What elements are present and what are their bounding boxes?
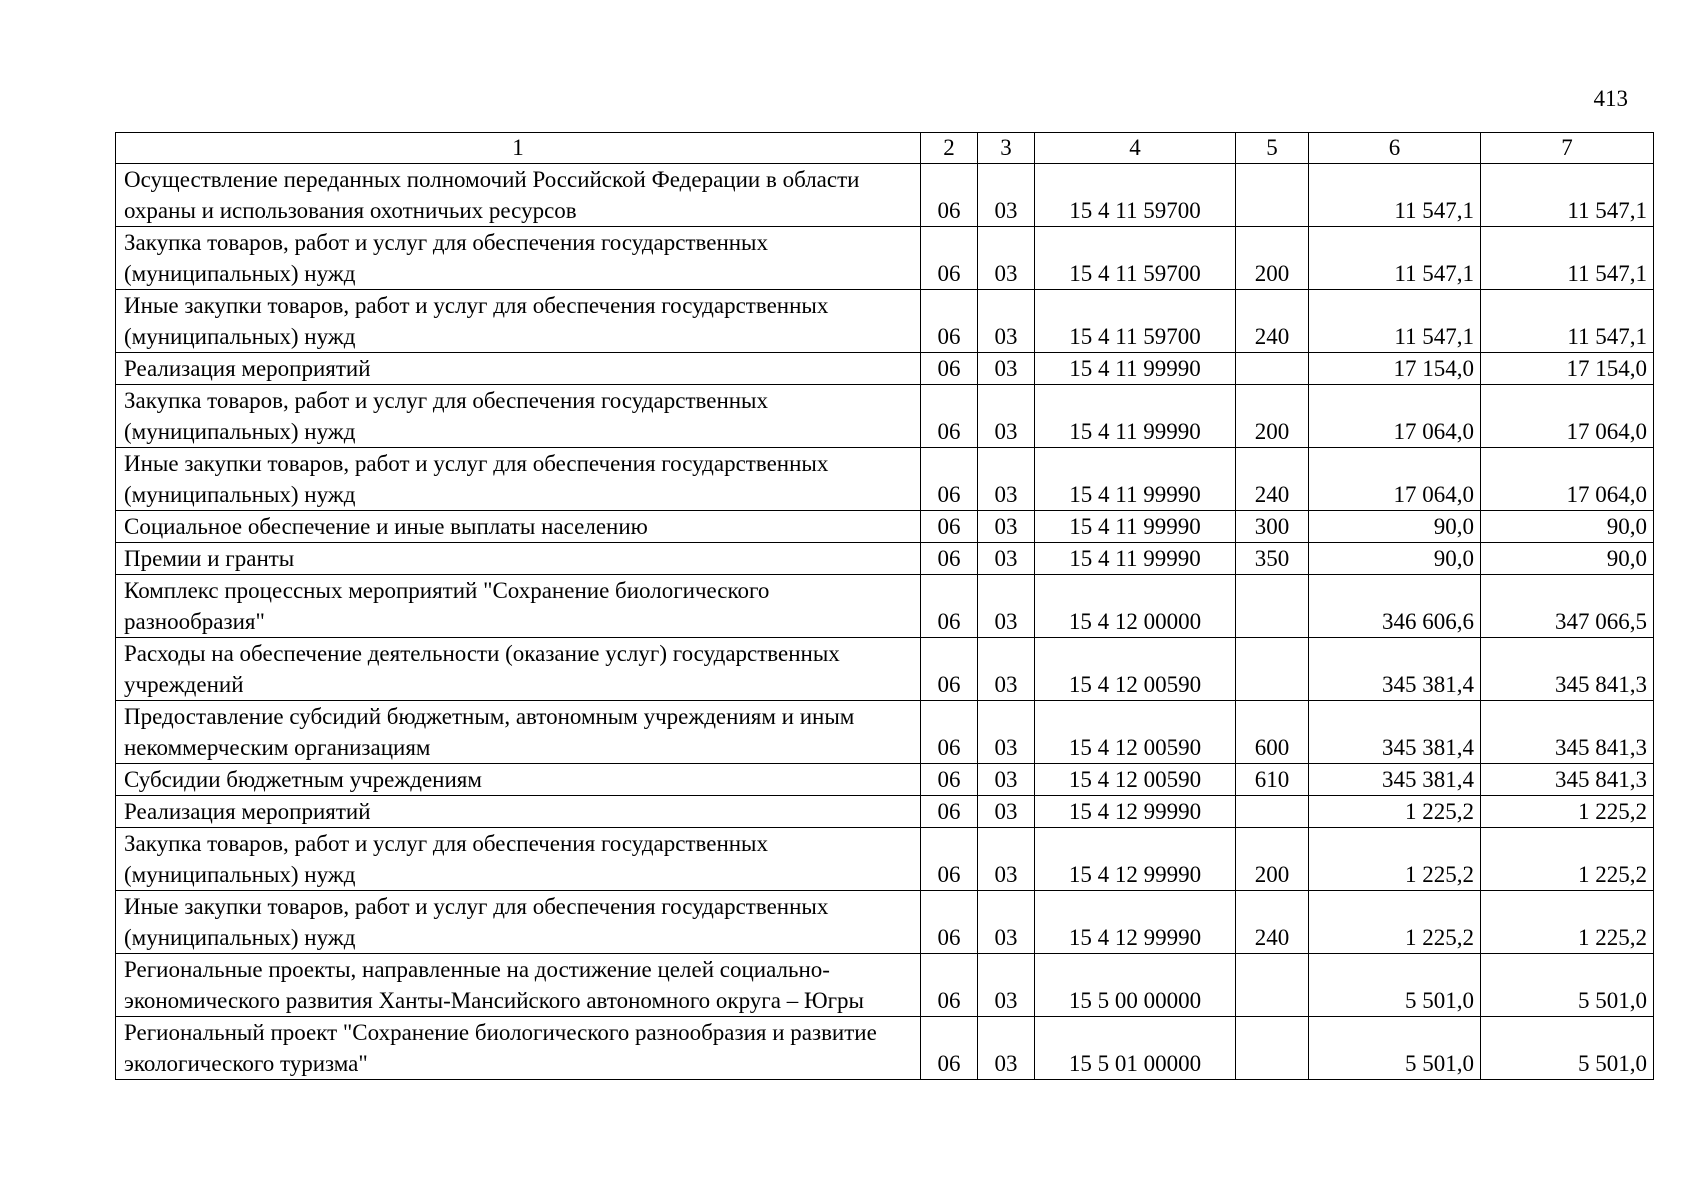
row-name: Закупка товаров, работ и услуг для обеспечения государственных (муниципальных) нужд bbox=[116, 385, 921, 448]
amount-col-7: 1 225,2 bbox=[1481, 828, 1654, 891]
article-code: 15 4 12 99990 bbox=[1035, 891, 1236, 954]
table-header bbox=[116, 133, 1654, 164]
header-cell-4: 4 bbox=[1035, 133, 1236, 164]
header-cell-1: 1 bbox=[116, 133, 921, 164]
expense-type-code: 300 bbox=[1236, 511, 1309, 543]
expense-type-code: 200 bbox=[1236, 385, 1309, 448]
expense-type-code: 610 bbox=[1236, 764, 1309, 796]
subsection-code: 03 bbox=[978, 828, 1035, 891]
expense-type-code: 240 bbox=[1236, 448, 1309, 511]
amount-col-7: 11 547,1 bbox=[1481, 290, 1654, 353]
subsection-code: 03 bbox=[978, 796, 1035, 828]
section-code: 06 bbox=[921, 828, 978, 891]
table-row bbox=[116, 891, 1654, 954]
amount-col-7: 5 501,0 bbox=[1481, 954, 1654, 1017]
row-name: Расходы на обеспечение деятельности (оказание услуг) государственных учреждений bbox=[116, 638, 921, 701]
section-code: 06 bbox=[921, 764, 978, 796]
section-code: 06 bbox=[921, 575, 978, 638]
header-cell-7: 7 bbox=[1481, 133, 1654, 164]
article-code: 15 4 12 00590 bbox=[1035, 701, 1236, 764]
amount-col-6: 90,0 bbox=[1309, 543, 1481, 575]
row-name: Осуществление переданных полномочий Российской Федерации в области охраны и использования охотничьих ресурсов bbox=[116, 164, 921, 227]
subsection-code: 03 bbox=[978, 227, 1035, 290]
amount-col-6: 345 381,4 bbox=[1309, 764, 1481, 796]
expense-type-code bbox=[1236, 164, 1309, 227]
section-code: 06 bbox=[921, 353, 978, 385]
article-code: 15 4 11 59700 bbox=[1035, 227, 1236, 290]
amount-col-6: 17 154,0 bbox=[1309, 353, 1481, 385]
page-number: 413 bbox=[1593, 86, 1628, 111]
amount-col-6: 1 225,2 bbox=[1309, 891, 1481, 954]
subsection-code: 03 bbox=[978, 638, 1035, 701]
amount-col-6: 345 381,4 bbox=[1309, 638, 1481, 701]
article-code: 15 4 11 99990 bbox=[1035, 543, 1236, 575]
table-row bbox=[116, 701, 1654, 764]
table-row bbox=[116, 764, 1654, 796]
amount-col-7: 345 841,3 bbox=[1481, 638, 1654, 701]
section-code: 06 bbox=[921, 511, 978, 543]
header-cell-5: 5 bbox=[1236, 133, 1309, 164]
expense-type-code bbox=[1236, 1017, 1309, 1080]
amount-col-7: 17 064,0 bbox=[1481, 385, 1654, 448]
expense-type-code bbox=[1236, 638, 1309, 701]
subsection-code: 03 bbox=[978, 764, 1035, 796]
article-code: 15 4 11 99990 bbox=[1035, 448, 1236, 511]
subsection-code: 03 bbox=[978, 290, 1035, 353]
expense-type-code: 200 bbox=[1236, 828, 1309, 891]
article-code: 15 4 11 59700 bbox=[1035, 164, 1236, 227]
budget-table bbox=[115, 132, 1654, 1080]
article-code: 15 5 01 00000 bbox=[1035, 1017, 1236, 1080]
expense-type-code: 240 bbox=[1236, 290, 1309, 353]
row-name: Региональный проект "Сохранение биологического разнообразия и развитие экологического туризма" bbox=[116, 1017, 921, 1080]
article-code: 15 5 00 00000 bbox=[1035, 954, 1236, 1017]
article-code: 15 4 12 00590 bbox=[1035, 764, 1236, 796]
subsection-code: 03 bbox=[978, 543, 1035, 575]
subsection-code: 03 bbox=[978, 701, 1035, 764]
row-name: Реализация мероприятий bbox=[116, 353, 921, 385]
article-code: 15 4 11 99990 bbox=[1035, 385, 1236, 448]
amount-col-7: 347 066,5 bbox=[1481, 575, 1654, 638]
row-name: Социальное обеспечение и иные выплаты населению bbox=[116, 511, 921, 543]
section-code: 06 bbox=[921, 164, 978, 227]
subsection-code: 03 bbox=[978, 1017, 1035, 1080]
table-row bbox=[116, 796, 1654, 828]
amount-col-7: 11 547,1 bbox=[1481, 227, 1654, 290]
amount-col-7: 17 064,0 bbox=[1481, 448, 1654, 511]
expense-type-code: 240 bbox=[1236, 891, 1309, 954]
amount-col-7: 345 841,3 bbox=[1481, 764, 1654, 796]
amount-col-7: 1 225,2 bbox=[1481, 891, 1654, 954]
amount-col-6: 17 064,0 bbox=[1309, 448, 1481, 511]
article-code: 15 4 11 99990 bbox=[1035, 353, 1236, 385]
expense-type-code bbox=[1236, 796, 1309, 828]
section-code: 06 bbox=[921, 796, 978, 828]
amount-col-6: 11 547,1 bbox=[1309, 227, 1481, 290]
subsection-code: 03 bbox=[978, 954, 1035, 1017]
amount-col-6: 17 064,0 bbox=[1309, 385, 1481, 448]
header-cell-2: 2 bbox=[921, 133, 978, 164]
section-code: 06 bbox=[921, 701, 978, 764]
header-row bbox=[116, 133, 1654, 164]
section-code: 06 bbox=[921, 385, 978, 448]
article-code: 15 4 11 59700 bbox=[1035, 290, 1236, 353]
subsection-code: 03 bbox=[978, 891, 1035, 954]
subsection-code: 03 bbox=[978, 353, 1035, 385]
row-name: Региональные проекты, направленные на достижение целей социально-экономического развития Ханты-Мансийского автономного округа – Югры bbox=[116, 954, 921, 1017]
amount-col-7: 1 225,2 bbox=[1481, 796, 1654, 828]
subsection-code: 03 bbox=[978, 164, 1035, 227]
amount-col-6: 90,0 bbox=[1309, 511, 1481, 543]
article-code: 15 4 12 00590 bbox=[1035, 638, 1236, 701]
header-cell-3: 3 bbox=[978, 133, 1035, 164]
row-name: Иные закупки товаров, работ и услуг для обеспечения государственных (муниципальных) нужд bbox=[116, 448, 921, 511]
expense-type-code: 600 bbox=[1236, 701, 1309, 764]
table-body bbox=[116, 164, 1654, 1080]
row-name: Премии и гранты bbox=[116, 543, 921, 575]
table-row bbox=[116, 511, 1654, 543]
table-row bbox=[116, 543, 1654, 575]
table-row bbox=[116, 290, 1654, 353]
subsection-code: 03 bbox=[978, 575, 1035, 638]
amount-col-6: 345 381,4 bbox=[1309, 701, 1481, 764]
amount-col-6: 1 225,2 bbox=[1309, 796, 1481, 828]
article-code: 15 4 12 99990 bbox=[1035, 796, 1236, 828]
amount-col-6: 5 501,0 bbox=[1309, 1017, 1481, 1080]
table-row bbox=[116, 353, 1654, 385]
amount-col-6: 346 606,6 bbox=[1309, 575, 1481, 638]
row-name: Иные закупки товаров, работ и услуг для обеспечения государственных (муниципальных) нужд bbox=[116, 891, 921, 954]
table-row bbox=[116, 575, 1654, 638]
row-name: Реализация мероприятий bbox=[116, 796, 921, 828]
amount-col-6: 11 547,1 bbox=[1309, 164, 1481, 227]
expense-type-code bbox=[1236, 353, 1309, 385]
article-code: 15 4 12 00000 bbox=[1035, 575, 1236, 638]
amount-col-7: 345 841,3 bbox=[1481, 701, 1654, 764]
expense-type-code bbox=[1236, 575, 1309, 638]
row-name: Субсидии бюджетным учреждениям bbox=[116, 764, 921, 796]
header-cell-6: 6 bbox=[1309, 133, 1481, 164]
row-name: Предоставление субсидий бюджетным, автономным учреждениям и иным некоммерческим организациям bbox=[116, 701, 921, 764]
table-row bbox=[116, 954, 1654, 1017]
section-code: 06 bbox=[921, 543, 978, 575]
article-code: 15 4 11 99990 bbox=[1035, 511, 1236, 543]
table-row bbox=[116, 448, 1654, 511]
amount-col-6: 11 547,1 bbox=[1309, 290, 1481, 353]
table-row bbox=[116, 164, 1654, 227]
table-row bbox=[116, 385, 1654, 448]
section-code: 06 bbox=[921, 638, 978, 701]
amount-col-6: 1 225,2 bbox=[1309, 828, 1481, 891]
amount-col-7: 90,0 bbox=[1481, 511, 1654, 543]
amount-col-6: 5 501,0 bbox=[1309, 954, 1481, 1017]
row-name: Иные закупки товаров, работ и услуг для обеспечения государственных (муниципальных) нужд bbox=[116, 290, 921, 353]
table-row bbox=[116, 828, 1654, 891]
section-code: 06 bbox=[921, 448, 978, 511]
table-row bbox=[116, 227, 1654, 290]
section-code: 06 bbox=[921, 1017, 978, 1080]
section-code: 06 bbox=[921, 290, 978, 353]
table-row bbox=[116, 638, 1654, 701]
amount-col-7: 5 501,0 bbox=[1481, 1017, 1654, 1080]
table-row bbox=[116, 1017, 1654, 1080]
amount-col-7: 90,0 bbox=[1481, 543, 1654, 575]
row-name: Комплекс процессных мероприятий "Сохранение биологического разнообразия" bbox=[116, 575, 921, 638]
expense-type-code: 350 bbox=[1236, 543, 1309, 575]
expense-type-code bbox=[1236, 954, 1309, 1017]
amount-col-7: 17 154,0 bbox=[1481, 353, 1654, 385]
section-code: 06 bbox=[921, 954, 978, 1017]
section-code: 06 bbox=[921, 227, 978, 290]
subsection-code: 03 bbox=[978, 385, 1035, 448]
expense-type-code: 200 bbox=[1236, 227, 1309, 290]
amount-col-7: 11 547,1 bbox=[1481, 164, 1654, 227]
subsection-code: 03 bbox=[978, 511, 1035, 543]
article-code: 15 4 12 99990 bbox=[1035, 828, 1236, 891]
section-code: 06 bbox=[921, 891, 978, 954]
row-name: Закупка товаров, работ и услуг для обеспечения государственных (муниципальных) нужд bbox=[116, 828, 921, 891]
subsection-code: 03 bbox=[978, 448, 1035, 511]
row-name: Закупка товаров, работ и услуг для обеспечения государственных (муниципальных) нужд bbox=[116, 227, 921, 290]
